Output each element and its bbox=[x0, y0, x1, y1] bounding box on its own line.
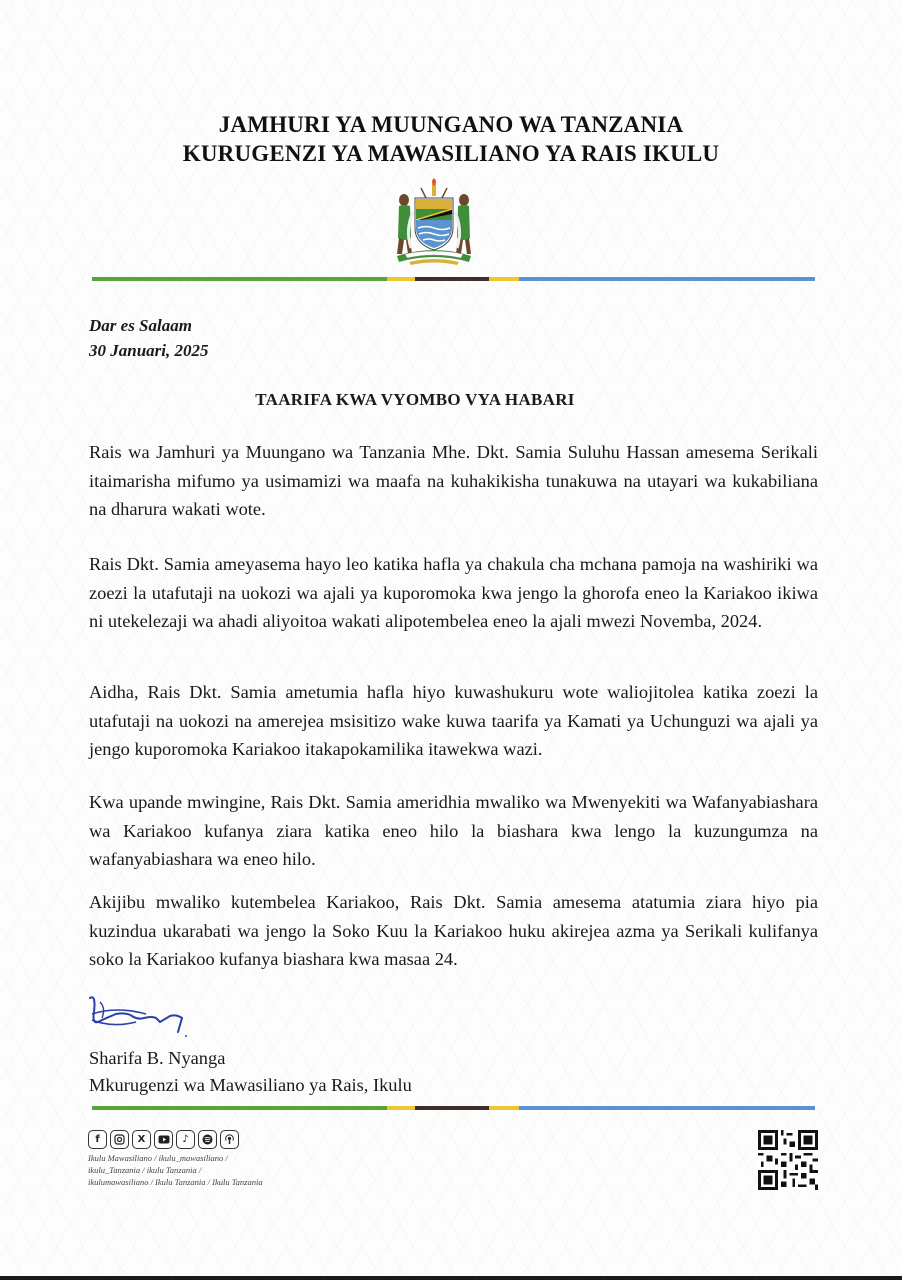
handwritten-signature bbox=[86, 992, 196, 1042]
body-paragraph-3: Aidha, Rais Dkt. Samia ametumia hafla hiyo kuwashukuru wote waliojitolea katika zoezi la utafutaji na uokozi na amerejea msisitizo wake kuwa taarifa ya Kamati ya Uchunguzi wa ajali ya jengo kuporomoka Kariakoo itakapokamilika itawekwa wazi. bbox=[89, 682, 818, 759]
body-paragraph-1: Rais wa Jamhuri ya Muungano wa Tanzania Mhe. Dkt. Samia Suluhu Hassan amesema Serikali itaimarisha mifumo ya usimamizi wa maafa na kuhakikisha tunakuwa na utayari wa kukabiliana na dharura wakati wote. bbox=[89, 442, 818, 519]
handles-line: Ikulu Mawasiliano / ikulu_mawasiliano / bbox=[88, 1153, 228, 1163]
qr-code-icon[interactable] bbox=[758, 1130, 818, 1190]
body-paragraph-2: Rais Dkt. Samia ameyasema hayo leo katika hafla ya chakula cha mchana pamoja na washiriki wa zoezi la utafutaji na uokozi wa ajali ya kuporomoka kwa jengo la ghorofa eneo la Kariakoo ikiwa ni utekelezaji wa ahadi aliyoitoa wakati alipotembelea eneo la ajali mwezi Novemba, 2024. bbox=[89, 554, 818, 631]
signatory-name: Sharifa B. Nyanga bbox=[89, 1048, 226, 1068]
coat-of-arms-icon bbox=[391, 178, 477, 266]
body-paragraph-5: Akijibu mwaliko kutembelea Kariakoo, Rais Dkt. Samia amesema atatumia ziara hiyo pia kuzindua ukarabati wa jengo la Soko Kuu la Kariakoo huku akirejea azma ya Serikali kulifanya soko la Kariakoo kufanya biashara kwa masaa 24. bbox=[89, 892, 818, 969]
footer-divider bbox=[92, 1106, 815, 1110]
social-handles bbox=[88, 1152, 318, 1188]
instagram-icon[interactable] bbox=[110, 1130, 129, 1149]
handles-line: ikulumawasiliano / Ikulu Tanzania / Ikulu Tanzania bbox=[88, 1177, 263, 1187]
header-divider bbox=[92, 277, 815, 281]
handles-line: ikulu_Tanzania / ikulu Tanzania / bbox=[88, 1165, 202, 1175]
podcast-icon[interactable] bbox=[220, 1130, 239, 1149]
page-bottom-edge bbox=[0, 1276, 902, 1280]
social-icons bbox=[88, 1130, 239, 1149]
header-line-1: JAMHURI YA MUUNGANO WA TANZANIA bbox=[218, 112, 684, 137]
body-paragraph-4: Kwa upande mwingine, Rais Dkt. Samia ameridhia mwaliko wa Mwenyekiti wa Wafanyabiashara wa Kariakoo kufanya ziara katika eneo hilo la biashara kwa lengo la kuzungumza na wafanyabiashara wa eneo hilo. bbox=[89, 792, 818, 869]
x-icon[interactable]: X bbox=[132, 1130, 151, 1149]
dateline-date: 30 Januari, 2025 bbox=[89, 341, 209, 360]
header-line-2: KURUGENZI YA MAWASILIANO YA RAIS IKULU bbox=[182, 141, 720, 166]
youtube-icon[interactable] bbox=[154, 1130, 173, 1149]
dateline-place: Dar es Salaam bbox=[89, 316, 192, 335]
spotify-icon[interactable] bbox=[198, 1130, 217, 1149]
tiktok-icon[interactable]: ♪ bbox=[176, 1130, 195, 1149]
signatory-title: Mkurugenzi wa Mawasiliano ya Rais, Ikulu bbox=[89, 1075, 412, 1095]
facebook-icon[interactable]: f bbox=[88, 1130, 107, 1149]
document-title: TAARIFA KWA VYOMBO VYA HABARI bbox=[255, 390, 575, 409]
